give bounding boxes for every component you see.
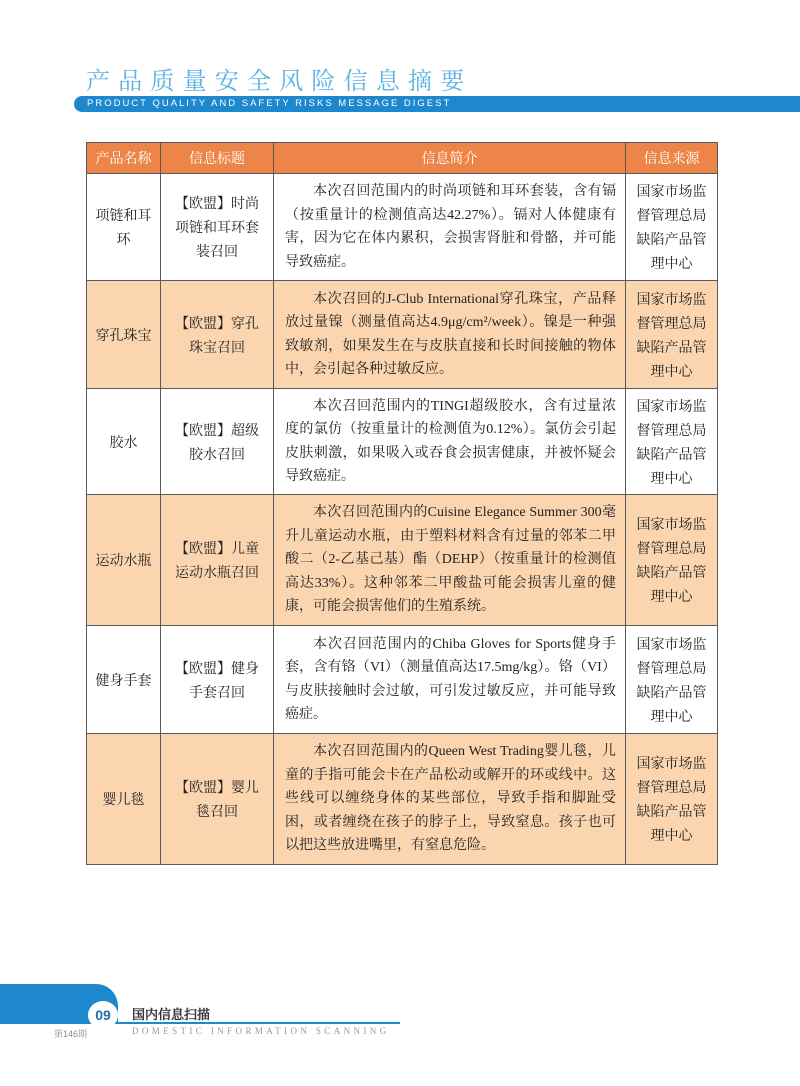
table-row — [87, 389, 718, 495]
info-summary-cell: 本次召回的J-Club International穿孔珠宝，产品释放过量镍（测量值高达4.9μg/cm²/week）。镍是一种强致敏剂，如果发生在与皮肤直接和长时间接触的物体中，会引起各种过敏反应。 — [274, 281, 626, 389]
table-header-row — [87, 143, 718, 174]
info-source-cell: 国家市场监督管理总局缺陷产品管理中心 — [626, 734, 718, 865]
header-band — [74, 96, 800, 112]
info-source-cell: 国家市场监督管理总局缺陷产品管理中心 — [626, 495, 718, 626]
info-title-cell: 【欧盟】儿童运动水瓶召回 — [161, 495, 274, 626]
column-header-info-source: 信息来源 — [626, 143, 718, 174]
page-header-title: 产品质量安全风险信息摘要 — [86, 68, 473, 95]
info-summary-cell: 本次召回范围内的Cuisine Elegance Summer 300毫升儿童运动水瓶，由于塑料材料含有过量的邻苯二甲酸二（2-乙基己基）酯（DEHP）（按重量计的检测值高达33%）。这种邻苯二甲酸盐可能会损害儿童的健康，可能会损害他们的生殖系统。 — [274, 495, 626, 626]
column-header-info-title: 信息标题 — [161, 143, 274, 174]
info-source-cell: 国家市场监督管理总局缺陷产品管理中心 — [626, 174, 718, 281]
product-name-cell: 健身手套 — [87, 626, 161, 734]
page-number: 09 — [88, 1001, 118, 1029]
info-title-cell: 【欧盟】时尚项链和耳环套装召回 — [161, 174, 274, 281]
table-row — [87, 734, 718, 865]
section-title-cn: 国内信息扫描 — [132, 1007, 211, 1022]
column-header-info-summary: 信息简介 — [274, 143, 626, 174]
info-title-cell: 【欧盟】健身手套召回 — [161, 626, 274, 734]
product-name-cell: 婴儿毯 — [87, 734, 161, 865]
section-title-en: DOMESTIC INFORMATION SCANNING — [132, 1026, 390, 1036]
info-summary-cell: 本次召回范围内的时尚项链和耳环套装，含有镉（按重量计的检测值高达42.27%）。镉对人体健康有害，因为它在体内累积，会损害肾脏和骨骼，并可能导致癌症。 — [274, 174, 626, 281]
column-header-product-name: 产品名称 — [87, 143, 161, 174]
info-summary-cell: 本次召回范围内的Queen West Trading婴儿毯，儿童的手指可能会卡在产品松动或解开的环或线中。这些线可以缠绕身体的某些部位，导致手指和脚趾受困，或者缠绕在孩子的脖子上，导致窒息。孩子也可以把这些放进嘴里，有窒息危险。 — [274, 734, 626, 865]
page-header-subtitle: PRODUCT QUALITY AND SAFETY RISKS MESSAGE DIGEST — [87, 98, 452, 109]
info-title-cell: 【欧盟】穿孔珠宝召回 — [161, 281, 274, 389]
table-row — [87, 174, 718, 281]
product-name-cell: 项链和耳环 — [87, 174, 161, 281]
table-row — [87, 626, 718, 734]
product-name-cell: 穿孔珠宝 — [87, 281, 161, 389]
info-summary-cell: 本次召回范围内的Chiba Gloves for Sports健身手套，含有铬（VI）（测量值高达17.5mg/kg）。铬（VI）与皮肤接触时会过敏，可引发过敏反应，并可能导致癌症。 — [274, 626, 626, 734]
product-name-cell: 运动水瓶 — [87, 495, 161, 626]
info-source-cell: 国家市场监督管理总局缺陷产品管理中心 — [626, 281, 718, 389]
table-row — [87, 495, 718, 626]
product-name-cell: 胶水 — [87, 389, 161, 495]
info-title-cell: 【欧盟】超级胶水召回 — [161, 389, 274, 495]
info-source-cell: 国家市场监督管理总局缺陷产品管理中心 — [626, 389, 718, 495]
table-row — [87, 281, 718, 389]
info-summary-cell: 本次召回范围内的TINGI超级胶水，含有过量浓度的氯仿（按重量计的检测值为0.12%）。氯仿会引起皮肤刺激，如果吸入或吞食会损害健康，并被怀疑会导致癌症。 — [274, 389, 626, 495]
issue-number: 第146期 — [54, 1029, 88, 1039]
info-source-cell: 国家市场监督管理总局缺陷产品管理中心 — [626, 626, 718, 734]
risk-info-table — [86, 142, 718, 865]
info-title-cell: 【欧盟】婴儿毯召回 — [161, 734, 274, 865]
